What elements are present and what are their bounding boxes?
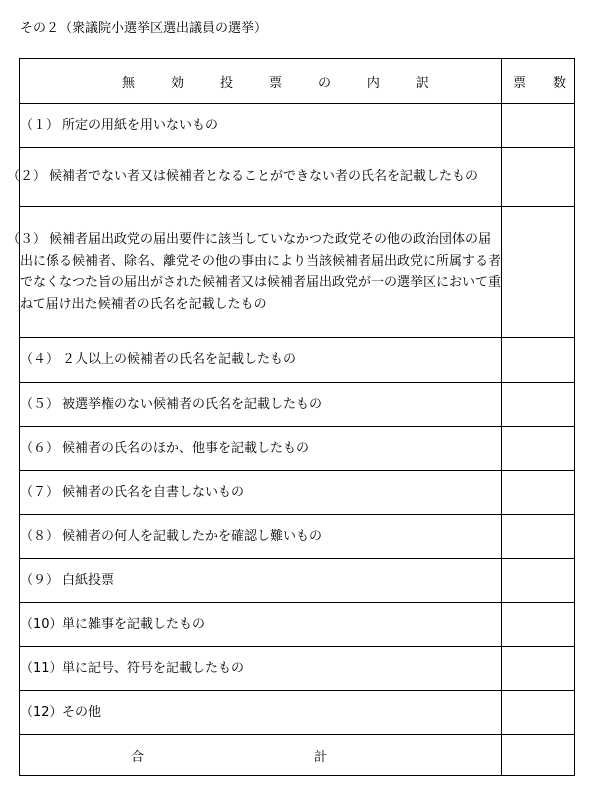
row-number: （11） — [20, 660, 63, 676]
invalid-votes-table — [7, 58, 575, 776]
total-char: 計 — [313, 749, 327, 765]
vote-count-cell[interactable] — [502, 471, 575, 515]
document-title: その２（衆議院小選挙区選出議員の選挙） — [20, 21, 268, 36]
vote-count-cell[interactable] — [502, 207, 575, 338]
table-row — [20, 148, 575, 207]
row-description — [20, 338, 502, 383]
table-row — [20, 559, 575, 603]
row-text: 被選挙権のない候補者の氏名を記載したもの — [62, 396, 323, 412]
row-number: （５） — [20, 396, 60, 412]
total-label — [20, 746, 501, 765]
table-row — [20, 427, 575, 471]
header-char: 訳 — [415, 75, 429, 91]
header-char: 投 — [219, 75, 233, 91]
vote-count-cell[interactable] — [502, 104, 575, 148]
row-number: （８） — [20, 528, 60, 544]
row-text: 単に雑事を記載したもの — [62, 616, 206, 632]
table-row — [20, 104, 575, 148]
header-char: 効 — [170, 75, 184, 91]
total-char: 合 — [131, 749, 145, 765]
row-description — [20, 515, 502, 559]
row-text: 所定の用紙を用いないもの — [62, 117, 219, 133]
vote-count-cell[interactable] — [502, 148, 575, 207]
row-description — [20, 559, 502, 603]
header-char: 内 — [366, 75, 380, 91]
total-row — [20, 735, 575, 776]
row-number: （２） — [7, 169, 47, 185]
row-number: （３） — [7, 232, 47, 247]
vote-count-cell[interactable] — [502, 603, 575, 647]
row-number: （７） — [20, 484, 60, 500]
table-row — [20, 383, 575, 427]
total-count-cell[interactable] — [502, 735, 575, 776]
vote-count-cell[interactable] — [502, 691, 575, 735]
vote-count-cell[interactable] — [502, 427, 575, 471]
row-number: （１） — [20, 117, 60, 133]
header-char: 票 — [268, 75, 282, 91]
row-number: （12） — [20, 704, 63, 720]
table-row — [20, 647, 575, 691]
table-row — [20, 207, 575, 338]
vote-count-cell[interactable] — [502, 338, 575, 383]
row-description — [20, 691, 502, 735]
row-text: ２人以上の候補者の氏名を記載したもの — [62, 352, 297, 368]
row-text: 候補者でない者又は候補者となることができない者の氏名を記載したもの — [49, 169, 479, 185]
row-text: その他 — [62, 704, 102, 720]
vote-count-cell[interactable] — [502, 647, 575, 691]
table-header-row — [20, 59, 575, 104]
row-number: （10） — [20, 616, 63, 632]
row-description — [20, 383, 502, 427]
header-description-cell — [20, 59, 502, 104]
header-char: の — [317, 75, 331, 91]
row-text: 候補者の氏名を自書しないもの — [62, 484, 245, 500]
header-char: 数 — [552, 75, 566, 91]
header-count-label — [502, 72, 574, 91]
row-text: 候補者の何人を記載したかを確認し難いもの — [62, 528, 323, 544]
header-char: 無 — [122, 75, 136, 91]
row-description — [20, 104, 502, 148]
header-char: 票 — [513, 75, 527, 91]
row-number: （９） — [20, 572, 60, 588]
table-row — [20, 338, 575, 383]
row-number: （４） — [20, 352, 60, 368]
header-count-cell — [502, 59, 575, 104]
vote-count-cell[interactable] — [502, 515, 575, 559]
row-text: 候補者の氏名のほか、他事を記載したもの — [62, 440, 310, 456]
table-row — [20, 603, 575, 647]
table-row — [20, 691, 575, 735]
row-description — [7, 207, 502, 338]
row-number: （６） — [20, 440, 60, 456]
vote-count-cell[interactable] — [502, 559, 575, 603]
vote-count-cell[interactable] — [502, 383, 575, 427]
table-row — [20, 471, 575, 515]
row-description — [20, 427, 502, 471]
row-text: 白紙投票 — [62, 572, 115, 588]
total-label-cell — [20, 735, 502, 776]
row-text: 候補者届出政党の届出要件に該当していなかつた政党その他の政治団体の届出に係る候補者、除名、離党その他の事由により当該候補者届出政党に所属する者でなくなつた旨の届出がされた候補者又は候補者届出政党が一の選挙区において重ねて届け出た候補者の氏名を記載したもの — [20, 232, 502, 312]
row-description — [20, 603, 502, 647]
row-text: 単に記号、符号を記載したもの — [62, 660, 245, 676]
row-description — [20, 647, 502, 691]
row-description — [7, 148, 502, 207]
header-description-label — [20, 72, 501, 91]
table-row — [20, 515, 575, 559]
row-description — [20, 471, 502, 515]
